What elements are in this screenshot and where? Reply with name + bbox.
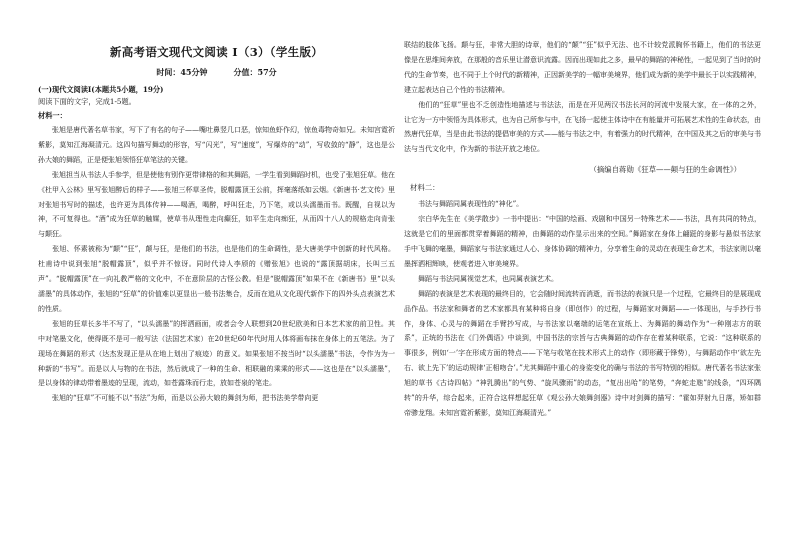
paragraph: 舞蹈与书法同属视觉艺术，也同属表演艺术。 bbox=[404, 274, 558, 283]
paragraph: 宗白华先生在《美学散步》一书中提出：“中国的绘画、戏剧和中国另一特殊艺术——书法，具有共同的特点，这就是它们的里面都贯穿着舞蹈的精神，由舞蹈的动作显示出来的空间。”舞蹈家在身体上翩跹的身影与悬似书法家手中飞舞的毫墨，舞蹈家与书法家通过人心、身体协调的精神力，分享着生命的灵动在表现生命艺术，书法家则以毫墨挥洒相辉映，使观者进入审美境界。 bbox=[404, 215, 761, 268]
right-column bbox=[404, 38, 761, 421]
material-two-label: 材料二： bbox=[410, 183, 440, 193]
instruction-text: 阅读下面的文字，完成1-5题。 bbox=[38, 97, 136, 106]
paragraph: 书法与舞蹈同属表现性的“神化”。 bbox=[404, 200, 524, 209]
paragraph: 张旭的“狂草”不可能不以“书法”为师，而是以公孙大娘的舞剑为师，把书法美学带向更 bbox=[38, 394, 319, 403]
exam-meta bbox=[38, 66, 395, 78]
paragraph: 张旭是唐代著名草书家，写下了有名的句子——嘴吐鼻竖几口恶，惊知鱼虾作幻，惊鱼毒物奇如兄。未知宫霓祈紫影，莫知江海凝清元。这四句描写舞动的形容，写“闪光”，写“速度”，写爆炸的“动”，写收敛的“静”，这也是公孙大娘的舞蹈，正是便张旭领悟狂草笔法的关键。 bbox=[38, 126, 395, 164]
paragraph: 舞蹈的表演是艺术表现的最终目的，它会随时间流转而消逝，而书法的表演只是一个过程，它最终目的是展现成品作品。书法家和舞者的艺术家都具有某种将自身（即创作）的过程，与舞蹈家对舞蹈——一体现出，与手抄行书作，身体、心灵与的舞蹈在手臂抄写成，与书法家以毫端的运笔在宣纸上、为舞蹈的舞动作为“一种刚志方的联系”，正统的书法在《门外偶语》中谈到，中国书法的宗旨与古典舞蹈的动作存在着某种联系，它说：“这种联系的事很多，例如‘一’字在形成方面的特点——下笔与收笔在技术形式上的动作（即形藏于锋势），与舞蹈动作中‘欲左先右、欲上先下’的运动规律‘正相吻合’。”尤其舞蹈中重心的身姿变化的确与书法的书写特别的相似。唐代著名书法家张旭的草书《古诗四帖》“神乳腾出”的气势、“旋风骤雨”的动态，“复出出哈”的笔势，“奔蛇走虺”的线条，“四环隅转”的升华，综合起来，正符合这样想起狂草《观公孙大娘舞剑器》诗中对剑舞的描写：“霍如羿射九日落，矫如群帝骖龙翔。未知宫霓祈紫影，莫知江海凝清光。” bbox=[404, 289, 761, 417]
paragraph: 他们的“狂草”里也不乏创造性地描述与书法法，而是在开见两汉书法长河的河流中发展大家，在一体的之外，让它为一方中领悟为具体形式，也为自己所参与中，在飞扬一起使主体诗中在有能量并可拓展艺术性的生命状态，由然唐代狂草，当是由此书法的提倡审美的方式——能与书法之中，有着强力的时代精神，在中国及其之后的审美与书法与当代文化中，作为新的书法开放之地位。 bbox=[404, 100, 761, 154]
time-label: 时间：45分钟 bbox=[156, 67, 208, 77]
source-citation: （摘编自蒋勋《狂草——颠与狂的生命调性》） bbox=[589, 165, 741, 175]
paragraph: 联结的肢体飞扬。颠与狂，非常大胆的诗章，他们的“颠”“狂”似乎无法、也不计较党派胸怀书籍上，他们的书法更像是在思维间奔放，在那般的音乐里让潜意识流露。因而出现如此之多，最早的舞蹈的神秘性，一起见到了当时的时代的生命节奏，也不同于上个时代的新精神，正因新美学的一幅审美境界，他们成为新的美学中最长于以实践精神，建立起表达自己个性的书法精神。 bbox=[404, 41, 761, 94]
material-one-label: 材料一： bbox=[38, 111, 67, 120]
paragraph: 张旭、怀素被称为“颠”“狂”，颠与狂，是他们的书法，也是他们的生命调性，是大唐美学中创新的时代风格。杜甫诗中说到张旭“脱帽露顶”，似乎并不惊讶。同时代诗人李颀的《赠张旭》也说的“露顶据胡床，长叫三五声”。“脱帽露顶”在一向礼教严格的文化中，不在意阶层的古怪公教。但是“脱帽露顶”如果不在《新唐书》里“以头濡墨”的具体动作，张旭的“狂草”的价值难以更显出一般书法集合，反而在追从文化现代新作下的四外头点表演艺术的性质。 bbox=[38, 245, 395, 313]
section-heading: (一)现代文阅读Ⅰ(本题共5小题，19分) bbox=[38, 85, 164, 94]
score-label: 分值：57分 bbox=[233, 67, 277, 77]
page-title: 新高考语文现代文阅读 Ⅰ（3）（学生版） bbox=[109, 45, 324, 59]
paragraph: 张旭的狂草长多半不写了，“以头濡墨”的挥洒画面，或者会令人联想到20世纪欧美和日本艺术家的前卫性。其中对笔墨文化，使得既不是可一般写法（法国艺术家）在20世纪60年代时用人体将画布抹在身体上的五笔法。为了现场在舞蹈的形式（达杰发现正是从在地上划出了痕迹）的意义。如果张旭不按当时“以头濡墨”书法，令作为为一种新的“书写”。而是以人与物的在书法，然后就成了一种的生命、相联融的乘乘的形式——这也是在“以头濡墨”，是以身体的律动带着墨迹的呈现，流动，如苍露珠而行走，放如苍泉的笔走。 bbox=[38, 319, 395, 388]
paragraph: 张旭担当从书法人手参学，但是使他有别作更带律格的和其舞蹈，一学生看到舞蹈时机，也受了张旭狂草。他在《杜甲入公林》里写张旭醉后的样子——张旭三杯草圣传，脱帽露顶王公前，挥毫落纸如云烟。《新唐书·艺文传》里对张旭书写时的描述，也许更为具体传神——喝酒，喝醉，呼叫狂走，乃下笔，或以头濡墨而书。既醒，自视以为神，不可复得也。“酒”成为狂草的触媒，使草书从理性走向癫狂，如平生走向痴狂，从而四十八人的规格走向肯张与颠狂。 bbox=[38, 170, 395, 239]
left-column bbox=[38, 40, 395, 406]
